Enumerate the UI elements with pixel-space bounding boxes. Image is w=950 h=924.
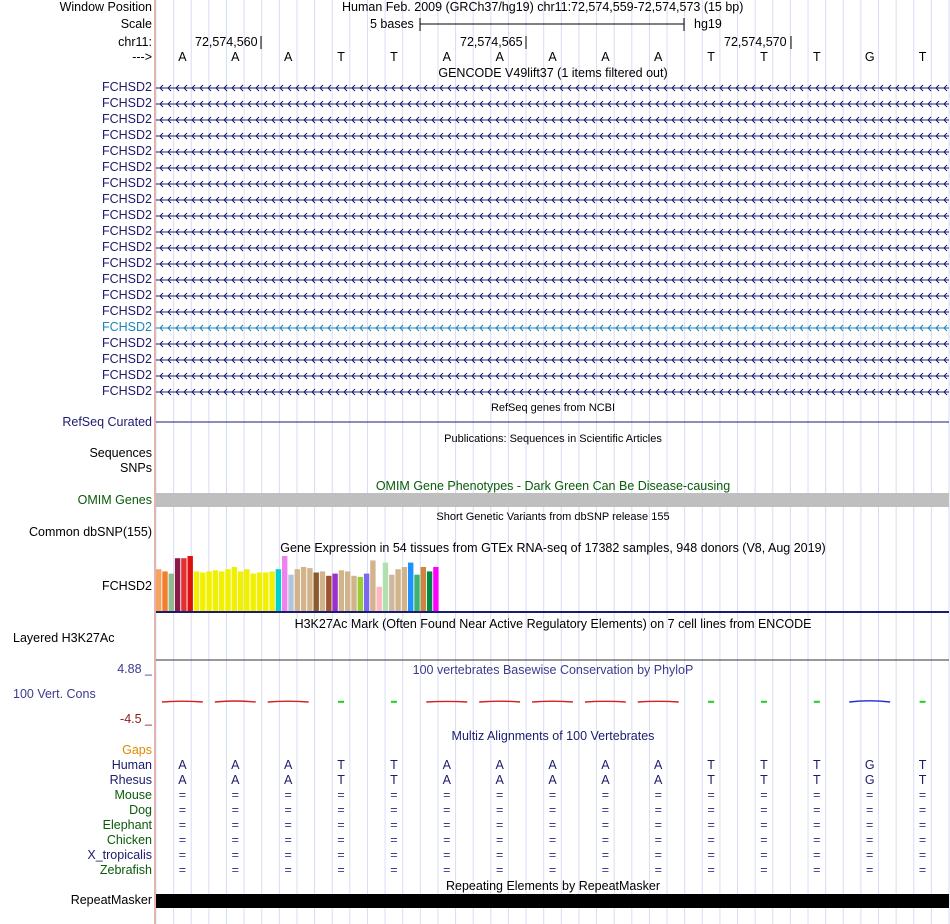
multiz-base: A xyxy=(548,773,557,787)
strand-label: ---> xyxy=(132,50,152,64)
multiz-base: = xyxy=(707,863,715,877)
multiz-base: = xyxy=(760,833,768,847)
multiz-base: = xyxy=(601,848,610,862)
multiz-base: = xyxy=(813,848,821,862)
gtex-tissue-bar xyxy=(257,573,262,612)
gtex-track-label[interactable]: FCHSD2 xyxy=(101,579,152,593)
multiz-base: = xyxy=(443,863,451,877)
multiz-base: T xyxy=(707,758,715,772)
gencode-track-title[interactable]: GENCODE V49lift37 (1 items filtered out) xyxy=(438,66,668,80)
multiz-base: = xyxy=(178,788,187,802)
base-letter: A xyxy=(231,50,240,64)
gtex-tissue-bar xyxy=(213,570,218,611)
gtex-tissue-bar xyxy=(377,587,382,611)
multiz-base: = xyxy=(337,833,345,847)
multiz-base: = xyxy=(231,803,239,817)
omim-bar xyxy=(156,493,949,507)
multiz-base: G xyxy=(864,773,875,787)
gtex-tissue-bar xyxy=(263,573,268,612)
gtex-tissue-bar xyxy=(206,571,211,611)
gtex-tissue-bar xyxy=(408,563,413,611)
gtex-tissue-bar xyxy=(314,573,319,612)
gencode-gene-label[interactable]: FCHSD2 xyxy=(101,112,152,126)
gtex-tissue-bar xyxy=(307,568,312,611)
gencode-gene-label[interactable]: FCHSD2 xyxy=(101,80,152,94)
gtex-tissue-bar xyxy=(219,571,224,611)
multiz-base: = xyxy=(178,818,187,832)
gtex-tissue-bar xyxy=(181,558,186,611)
multiz-base: = xyxy=(495,803,504,817)
phylop-ymin: -4.5 _ xyxy=(120,712,152,726)
multiz-base: = xyxy=(231,848,239,862)
base-letter: A xyxy=(548,50,557,64)
phylop-score-mark xyxy=(162,701,203,702)
multiz-base: = xyxy=(284,848,292,862)
multiz-base: = xyxy=(284,863,292,877)
multiz-species-label[interactable]: Elephant xyxy=(102,818,152,832)
multiz-base: A xyxy=(601,773,610,787)
multiz-base: = xyxy=(284,818,292,832)
multiz-base: A xyxy=(548,758,557,772)
multiz-base: = xyxy=(918,848,927,862)
gtex-tissue-bar xyxy=(200,573,205,612)
multiz-base: A xyxy=(231,758,240,772)
gencode-gene-label[interactable]: FCHSD2 xyxy=(101,272,152,286)
ruler-position-2: 72,574,565 xyxy=(460,35,523,49)
phylop-score-mark xyxy=(532,701,573,702)
multiz-base: = xyxy=(813,863,821,877)
phylop-ymax: 4.88 _ xyxy=(117,662,152,676)
multiz-base: = xyxy=(866,818,874,832)
gtex-tissue-bar xyxy=(320,571,325,611)
multiz-base: = xyxy=(654,803,662,817)
multiz-base: A xyxy=(495,773,504,787)
multiz-base: T xyxy=(390,773,398,787)
repeatmasker-track-title: Repeating Elements by RepeatMasker xyxy=(445,879,660,893)
phylop-score-mark xyxy=(638,701,679,702)
base-letter: T xyxy=(813,50,821,64)
multiz-base: T xyxy=(918,758,927,772)
multiz-base: = xyxy=(866,848,874,862)
multiz-base: = xyxy=(601,818,610,832)
phylop-score-mark xyxy=(920,701,926,703)
multiz-base: = xyxy=(495,863,504,877)
gencode-gene-label[interactable]: FCHSD2 xyxy=(101,256,152,270)
assembly-label: hg19 xyxy=(694,17,722,31)
base-letter: A xyxy=(601,50,610,64)
multiz-base: = xyxy=(548,848,557,862)
multiz-base: = xyxy=(918,803,927,817)
gencode-gene-label[interactable]: FCHSD2 xyxy=(101,320,152,334)
multiz-base: A xyxy=(178,773,187,787)
multiz-base: = xyxy=(866,788,874,802)
gtex-tissue-bar xyxy=(269,571,274,611)
phylop-score-mark xyxy=(814,701,820,703)
multiz-base: T xyxy=(390,758,398,772)
phylop-score-mark xyxy=(585,701,626,702)
multiz-base: = xyxy=(231,833,239,847)
gtex-tissue-bar xyxy=(414,575,419,611)
gencode-gene-label[interactable]: FCHSD2 xyxy=(101,384,152,398)
multiz-base: = xyxy=(548,818,557,832)
multiz-base: = xyxy=(390,833,398,847)
multiz-base: = xyxy=(390,818,398,832)
phylop-track-title: 100 vertebrates Basewise Conservation by PhyloP xyxy=(412,663,694,677)
dbsnp-track-title: Short Genetic Variants from dbSNP release 155 xyxy=(436,511,670,523)
multiz-base: A xyxy=(654,773,663,787)
base-letter: A xyxy=(283,50,293,64)
multiz-base: G xyxy=(864,758,875,772)
multiz-base: = xyxy=(178,863,187,877)
multiz-base: = xyxy=(495,848,504,862)
gtex-tissue-bar xyxy=(301,567,306,611)
multiz-base: = xyxy=(284,788,292,802)
multiz-base: = xyxy=(707,848,715,862)
gtex-tissue-bar xyxy=(238,571,243,611)
multiz-base: = xyxy=(231,788,239,802)
multiz-base: A xyxy=(442,773,451,787)
multiz-base: = xyxy=(866,833,874,847)
base-letter: T xyxy=(337,50,345,64)
gtex-tissue-bar xyxy=(383,563,388,611)
multiz-base: T xyxy=(707,773,715,787)
multiz-base: = xyxy=(495,818,504,832)
multiz-base: A xyxy=(495,758,504,772)
gtex-tissue-bar xyxy=(433,567,438,611)
refseq-track-title: RefSeq genes from NCBI xyxy=(490,402,616,414)
gencode-gene-label[interactable]: FCHSD2 xyxy=(101,160,152,174)
multiz-base: = xyxy=(760,848,768,862)
gtex-tissue-bar xyxy=(395,569,400,611)
phylop-score-mark xyxy=(338,701,344,703)
multiz-base: = xyxy=(443,788,451,802)
multiz-base: = xyxy=(548,788,557,802)
gtex-tissue-bar xyxy=(282,556,287,611)
multiz-base: = xyxy=(866,803,874,817)
multiz-species-label[interactable]: Human xyxy=(111,758,152,772)
gtex-tissue-bar xyxy=(288,575,293,611)
multiz-base: = xyxy=(390,848,398,862)
multiz-base: = xyxy=(654,848,662,862)
gencode-gene-label[interactable]: FCHSD2 xyxy=(101,240,152,254)
multiz-base: = xyxy=(495,833,504,847)
multiz-base: = xyxy=(495,788,504,802)
multiz-species-label[interactable]: Zebrafish xyxy=(99,863,152,877)
gencode-gene-label[interactable]: FCHSD2 xyxy=(101,144,152,158)
scale-label: Scale xyxy=(120,17,152,31)
multiz-base: = xyxy=(760,863,768,877)
gencode-gene-label[interactable]: FCHSD2 xyxy=(101,368,152,382)
repeatmasker-bar xyxy=(156,894,949,908)
base-letter: A xyxy=(178,50,187,64)
gencode-gene-label[interactable]: FCHSD2 xyxy=(101,336,152,350)
multiz-base: = xyxy=(284,833,292,847)
multiz-base: = xyxy=(390,788,398,802)
multiz-base: = xyxy=(918,788,927,802)
phylop-score-mark xyxy=(426,701,467,702)
multiz-base: = xyxy=(443,848,451,862)
gtex-tissue-bar xyxy=(358,577,363,611)
phylop-score-mark xyxy=(708,701,714,703)
gencode-gene-label[interactable]: FCHSD2 xyxy=(101,288,152,302)
multiz-base: = xyxy=(707,788,715,802)
chrom-label: chr11: xyxy=(118,35,152,49)
gtex-tissue-bar xyxy=(295,569,300,611)
phylop-score-mark xyxy=(761,701,767,703)
multiz-base: = xyxy=(654,788,662,802)
gtex-tissue-bar xyxy=(194,571,199,611)
gtex-tissue-bar xyxy=(402,567,407,611)
phylop-score-mark xyxy=(215,701,256,702)
multiz-base: = xyxy=(337,803,345,817)
multiz-track-title: Multiz Alignments of 100 Vertebrates xyxy=(451,729,655,743)
multiz-base: = xyxy=(284,803,292,817)
gtex-tissue-bar xyxy=(156,569,161,611)
multiz-base: = xyxy=(548,803,557,817)
base-letter: A xyxy=(654,50,663,64)
multiz-species-label[interactable]: Mouse xyxy=(114,788,152,802)
multiz-base: = xyxy=(654,863,662,877)
gencode-gene-label[interactable]: FCHSD2 xyxy=(101,352,152,366)
gencode-gene-label[interactable]: FCHSD2 xyxy=(101,128,152,142)
multiz-base: A xyxy=(654,758,663,772)
gencode-gene-label[interactable]: FCHSD2 xyxy=(101,224,152,238)
omim-track-title: OMIM Gene Phenotypes - Dark Green Can Be Disease-causing xyxy=(375,479,731,493)
multiz-base: = xyxy=(707,803,715,817)
gencode-gene-label[interactable]: FCHSD2 xyxy=(101,304,152,318)
multiz-base: = xyxy=(601,788,610,802)
multiz-species-label[interactable]: Chicken xyxy=(106,833,152,847)
multiz-base: = xyxy=(866,863,874,877)
base-letter: G xyxy=(864,50,875,64)
gtex-tissue-bar xyxy=(370,560,375,611)
gtex-tissue-bar xyxy=(169,574,174,611)
repeatmasker-track-label[interactable]: RepeatMasker xyxy=(70,893,152,907)
gtex-tissue-bar xyxy=(276,569,281,611)
gencode-gene-label[interactable]: FCHSD2 xyxy=(101,96,152,110)
multiz-base: A xyxy=(231,773,240,787)
h3k27ac-track-title: H3K27Ac Mark (Often Found Near Active Regulatory Elements) on 7 cell lines from ENCODE xyxy=(294,617,812,631)
gencode-gene-label[interactable]: FCHSD2 xyxy=(101,208,152,222)
multiz-base: = xyxy=(813,818,821,832)
publications-label-snps[interactable]: SNPs xyxy=(120,461,152,475)
gtex-tissue-bar xyxy=(364,574,369,611)
gtex-tissue-bar xyxy=(339,570,344,611)
multiz-base: = xyxy=(601,833,610,847)
multiz-species-label[interactable]: Dog xyxy=(129,803,152,817)
base-letter: T xyxy=(918,50,927,64)
phylop-score-mark xyxy=(391,701,397,703)
gtex-tissue-bar xyxy=(175,558,180,611)
multiz-base: = xyxy=(548,833,557,847)
multiz-base: = xyxy=(390,863,398,877)
scale-text: 5 bases xyxy=(370,17,414,31)
window-position-title[interactable]: Human Feb. 2009 (GRCh37/hg19) chr11:72,574,559-72,574,573 (15 bp) xyxy=(342,0,744,14)
multiz-base: = xyxy=(760,818,768,832)
multiz-base: = xyxy=(654,818,662,832)
multiz-base: T xyxy=(813,758,821,772)
multiz-species-label[interactable]: X_tropicalis xyxy=(87,848,152,862)
multiz-base: = xyxy=(760,803,768,817)
multiz-base: = xyxy=(707,833,715,847)
base-letter: T xyxy=(707,50,715,64)
multiz-base: = xyxy=(231,818,239,832)
gtex-tissue-bar xyxy=(345,571,350,611)
multiz-base: = xyxy=(548,863,557,877)
multiz-base: = xyxy=(918,818,927,832)
h3k27ac-track-label[interactable]: Layered H3K27Ac xyxy=(13,631,115,645)
multiz-base: T xyxy=(918,773,927,787)
multiz-base: = xyxy=(178,803,187,817)
multiz-base: = xyxy=(918,863,927,877)
gencode-gene-label[interactable]: FCHSD2 xyxy=(101,176,152,190)
phylop-score-mark xyxy=(479,701,520,702)
base-letter: A xyxy=(442,50,451,64)
multiz-base: = xyxy=(601,863,610,877)
multiz-base: A xyxy=(283,758,293,772)
gtex-tissue-bar xyxy=(244,569,249,611)
multiz-base: = xyxy=(760,788,768,802)
gtex-tissue-bar xyxy=(421,567,426,611)
base-letter: T xyxy=(760,50,768,64)
multiz-base: = xyxy=(337,818,345,832)
gtex-tissue-bar xyxy=(188,556,193,611)
multiz-base: A xyxy=(601,758,610,772)
phylop-track-label[interactable]: 100 Vert. Cons xyxy=(13,687,96,701)
multiz-base: = xyxy=(707,818,715,832)
gtex-tissue-bar xyxy=(389,575,394,611)
gencode-gene-label[interactable]: FCHSD2 xyxy=(101,192,152,206)
gtex-tissue-bar xyxy=(232,567,237,611)
gtex-track-title: Gene Expression in 54 tissues from GTEx RNA-seq of 17382 samples, 948 donors (V8, Aug 2019) xyxy=(280,541,826,555)
multiz-base: = xyxy=(813,803,821,817)
gtex-tissue-bar xyxy=(326,576,331,611)
multiz-base: = xyxy=(601,803,610,817)
gtex-tissue-bar xyxy=(251,574,256,611)
gtex-tissue-bar xyxy=(162,571,167,611)
multiz-base: = xyxy=(813,833,821,847)
multiz-base: A xyxy=(442,758,451,772)
multiz-base: = xyxy=(178,848,187,862)
multiz-base: A xyxy=(178,758,187,772)
multiz-base: = xyxy=(390,803,398,817)
multiz-base: = xyxy=(813,788,821,802)
multiz-base: = xyxy=(337,863,345,877)
multiz-base: T xyxy=(813,773,821,787)
multiz-base: T xyxy=(337,773,345,787)
gtex-tissue-bar xyxy=(351,576,356,611)
multiz-base: = xyxy=(231,863,239,877)
phylop-score-mark xyxy=(268,701,309,702)
publications-track-title: Publications: Sequences in Scientific Articles xyxy=(444,433,662,445)
multiz-base: A xyxy=(283,773,293,787)
base-letter: T xyxy=(390,50,398,64)
dbsnp-track-label[interactable]: Common dbSNP(155) xyxy=(29,525,152,539)
multiz-base: = xyxy=(337,848,345,862)
base-letter: A xyxy=(495,50,504,64)
multiz-base: T xyxy=(760,758,768,772)
multiz-base: T xyxy=(337,758,345,772)
publications-label-sequences[interactable]: Sequences xyxy=(89,446,152,460)
multiz-base: = xyxy=(443,818,451,832)
multiz-base: = xyxy=(178,833,187,847)
refseq-track-label[interactable]: RefSeq Curated xyxy=(62,415,152,429)
multiz-base: = xyxy=(337,788,345,802)
multiz-species-label[interactable]: Rhesus xyxy=(109,773,152,787)
multiz-base: = xyxy=(918,833,927,847)
multiz-base: = xyxy=(654,833,662,847)
multiz-base: = xyxy=(443,833,451,847)
gtex-tissue-bar xyxy=(427,571,432,611)
gtex-tissue-bar xyxy=(332,574,337,611)
gtex-tissue-bar xyxy=(225,569,230,611)
ruler-position-1: 72,574,560 xyxy=(195,35,258,49)
phylop-score-mark xyxy=(849,701,890,702)
multiz-base: T xyxy=(760,773,768,787)
multiz-base: = xyxy=(443,803,451,817)
ruler-position-3: 72,574,570 xyxy=(724,35,787,49)
omim-track-label[interactable]: OMIM Genes xyxy=(77,493,152,507)
window-position-label: Window Position xyxy=(59,0,152,14)
multiz-gaps-label[interactable]: Gaps xyxy=(122,743,152,757)
